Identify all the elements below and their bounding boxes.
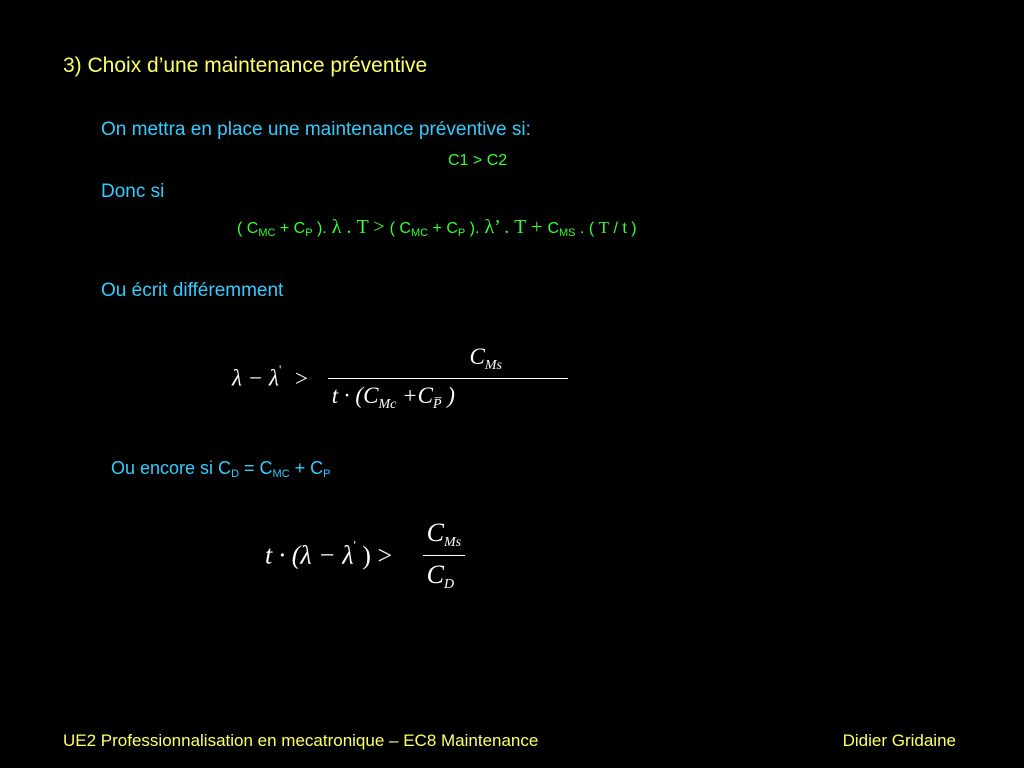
f2-denominator	[423, 556, 465, 593]
ineq1-tail: . (	[575, 220, 599, 237]
footer-course: UE2 Professionnalisation en mecatronique – EC8 Maintenance	[63, 731, 539, 750]
ineq1-sub-ms: MS	[559, 227, 576, 239]
f1-den-plus: +	[396, 383, 418, 408]
f1-fraction	[328, 344, 568, 413]
f1-lhs: λ − λ	[232, 365, 279, 391]
f1-den-sub2: P̅	[432, 397, 442, 412]
f1-prime: '	[278, 361, 282, 377]
encore-main: Ou encore si C	[111, 458, 232, 478]
ineq1-lambda-term: λ . T >	[326, 216, 390, 238]
f2-lhs: t · (λ − λ	[265, 540, 354, 570]
slide-title: 3) Choix d’une maintenance préventive	[63, 54, 428, 77]
ineq1-sub-p: P	[305, 227, 313, 239]
f1-numerator	[328, 344, 568, 378]
f1-denominator	[328, 379, 568, 413]
f2-num-c: C	[426, 518, 444, 547]
ineq1-open2: ( C	[389, 220, 411, 237]
f2-den-sub: D	[443, 577, 455, 592]
f1-den-sub1: Mc	[378, 397, 397, 412]
donc-si-text: Donc si	[101, 181, 165, 202]
encore-plus: + C	[289, 458, 324, 478]
footer-author: Didier Gridaine	[842, 731, 956, 750]
intro-text: On mettra en place une maintenance préventive si:	[101, 119, 531, 140]
ineq1-end: / t )	[609, 220, 637, 237]
f2-prime: '	[353, 537, 356, 553]
ineq1-close2: ).	[465, 220, 480, 237]
encore-sub-d: D	[231, 468, 240, 480]
ineq1-plus: + C	[275, 220, 306, 237]
f1-num-sub: Ms	[484, 358, 503, 373]
encore-eq: = C	[239, 458, 273, 478]
formula-2	[265, 518, 465, 593]
f1-den-close: )	[441, 383, 455, 408]
f1-den-c1: C	[363, 383, 379, 408]
encore-sub-p: P	[323, 468, 331, 480]
autre-text: Ou écrit différemment	[101, 280, 284, 301]
f2-rhs: ) >	[355, 540, 393, 570]
ineq1-sub-p2: P	[457, 227, 466, 239]
formula-1	[232, 344, 568, 413]
f2-fraction	[423, 518, 465, 593]
inequality-1	[237, 216, 637, 239]
ineq1-sub-mc: MC	[258, 227, 276, 239]
f2-den-c: C	[426, 560, 444, 589]
condition-c1-c2: C1 > C2	[448, 152, 508, 169]
f1-gt: >	[295, 365, 309, 391]
ineq1-cms: C	[547, 220, 560, 237]
f1-num-c: C	[469, 344, 485, 369]
encore-text	[111, 458, 331, 480]
ineq1-plus2: + C	[428, 220, 458, 237]
f2-num-sub: Ms	[443, 535, 462, 550]
f1-den-pre: t · (	[331, 383, 364, 408]
f2-numerator	[423, 518, 465, 555]
ineq1-close: ).	[312, 220, 327, 237]
ineq1-tau: T	[598, 218, 610, 237]
f1-den-c2: C	[417, 383, 433, 408]
ineq1-sub-mc2: MC	[410, 227, 429, 239]
ineq1-lambda-prime-term: λ’ . T +	[479, 216, 548, 238]
ineq1-open: ( C	[237, 220, 259, 237]
encore-sub-mc: MC	[272, 468, 290, 480]
